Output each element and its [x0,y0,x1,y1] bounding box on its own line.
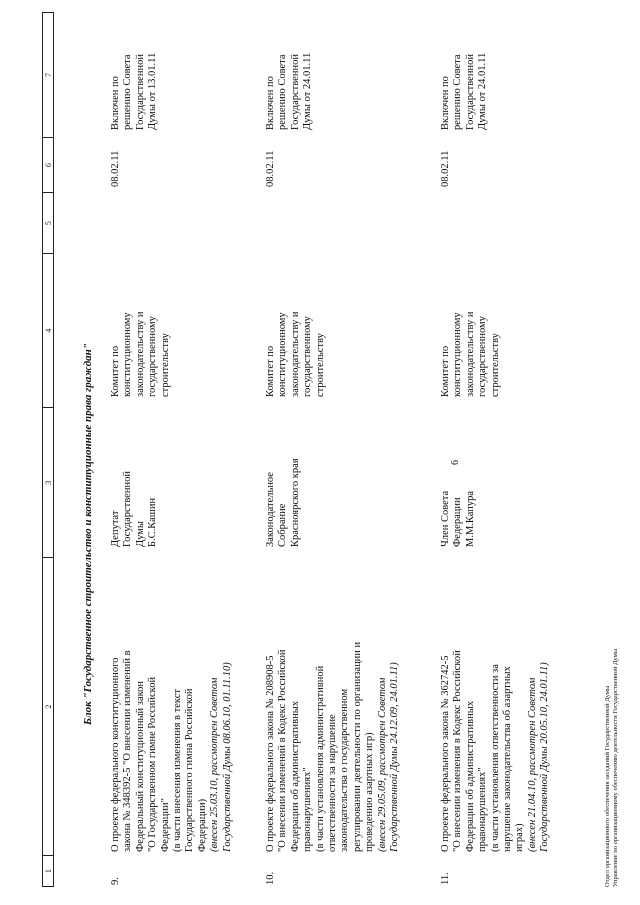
committee-line: строительству [489,333,501,397]
bill-note-line: Государственной Думы 20.05.10, 24.01.11) [539,662,551,852]
decision-line: Включен по [440,76,451,130]
decision-line: Включен по [265,76,276,130]
bill-note-line: (внесен 21.04.10, рассмотрен Советом [526,677,538,852]
initiator-line: Б.С.Кашин [147,497,159,547]
page-number: 6 [450,460,461,465]
bill-title-line: О проекте федерального конституционного [110,657,121,852]
bill-title-line: "О внесении изменения в Кодекс Российской [452,650,464,852]
initiator-line: Законодательное [265,472,276,547]
review-date: 08.02.11 [440,150,451,187]
decision [440,18,490,130]
bill-note-line: (внесен 29.05.09, рассмотрен Советом [376,677,388,852]
initiator-line: Федерации [452,497,464,547]
committee-line: конституционному [122,312,134,397]
review-date: 08.02.11 [110,150,121,187]
column-header: 5 [43,193,54,253]
bill-title-line: О проекте федерального закона № 208908-5 [265,655,276,852]
column-header: 3 [43,408,54,558]
bill-title-line: регулировании деятельности по организации и [351,641,363,852]
bill-title [110,562,234,852]
decision-line: Думы от 24.01.11 [477,52,489,130]
initiator [440,417,477,547]
bill-title [265,562,401,852]
bill-title-line: закона № 348392-5 "О внесении изменений в [122,650,134,852]
committee-line: строительству [159,333,171,397]
decision [110,18,160,130]
review-date: 08.02.11 [265,150,276,187]
bill-title-line: правонарушениях" [477,767,489,852]
bill-title-line: Федерации" [159,798,171,852]
initiator-line: Член Совета [440,490,451,547]
initiator-line: Депутат [110,510,121,547]
bill-title-line: Федерации об административных [464,700,476,852]
initiator-line: Государственной [122,471,134,547]
decision [265,18,315,130]
decision-line: решению Совета [122,54,134,130]
committee-line: Комитет по [265,345,276,397]
bill-title-line: законодательства о государственном [339,688,351,852]
row-number: 10. [265,871,276,885]
committee [110,267,172,397]
column-header-table [42,12,54,887]
bill-note-line: Государственной Думы 24.12.09, 24.01.11) [389,662,401,852]
decision-line: Думы от 13.01.11 [147,52,159,130]
bill-title-line: О проекте федерального закона № 362742-5 [440,655,451,852]
decision-line: Государственной [134,54,146,130]
bill-title-line: Федерации) [196,798,208,852]
committee-line: законодательству и [289,311,301,397]
committee-line: государственному [302,316,314,397]
committee-line: государственному [147,316,159,397]
bill-title-line: играх) [514,823,526,852]
committee-line: конституционному [452,312,464,397]
bill-title-line: нарушение законодательства об азартных [502,666,514,852]
committee-line: Комитет по [440,345,451,397]
bill-title-line: "О Государственном гимне Российской [147,676,159,852]
committee-line: законодательству и [134,311,146,397]
column-header: 4 [43,253,54,408]
decision-line: решению Совета [452,54,464,130]
bill-title-line: Государственного гимна Российской [184,688,196,852]
block-title: Блок "Государственное строительство и конституционные права граждан" [82,343,94,725]
committee-line: государственному [477,316,489,397]
bill-title-line: "О внесении изменений в Кодекс Российской [277,649,289,852]
footer-line: Отдел организационного обеспечения заседаний Государственной Думы [604,685,611,887]
bill-title-line: ответственности за нарушение [327,714,339,852]
decision-line: решению Совета [277,54,289,130]
initiator-line: М.М.Капура [464,490,476,547]
committee-line: Комитет по [110,345,121,397]
bill-note-line: Государственной Думы 08.06.10, 01.11.10) [221,662,233,852]
committee-line: конституционному [277,312,289,397]
decision-line: Включен по [110,76,121,130]
decision-line: Государственной [289,54,301,130]
initiator [110,417,160,547]
bill-title-line: проведению азартных игр) [364,732,376,852]
initiator-line: Красноярского края [289,458,301,547]
column-header: 1 [43,856,54,887]
decision-line: Государственной [464,54,476,130]
bill-title-line: Федерации об административных [289,700,301,852]
footer-line: Управление по организационному обеспечению деятельности Государственной Думы [612,648,619,887]
initiator [265,417,302,547]
row-number: 11. [440,872,451,885]
column-header: 6 [43,137,54,193]
column-header: 7 [43,13,54,138]
bill-title-line: (в части установления административной [314,665,326,852]
bill-title-line: (в части установления ответственности за [489,664,501,852]
decision-line: Думы от 24.01.11 [302,52,314,130]
initiator-line: Думы [134,521,146,547]
bill-title-line: Федеральный конституционный закон [134,680,146,852]
committee [440,267,502,397]
committee [265,267,327,397]
bill-title [440,562,552,852]
column-header: 2 [43,558,54,856]
bill-title-line: (в части внесения изменения в текст [172,689,184,852]
initiator-line: Собрание [277,503,289,547]
bill-title-line: правонарушениях" [302,767,314,852]
row-number: 9. [110,877,121,885]
committee-line: строительству [314,333,326,397]
bill-note-line: (внесен 25.03.10, рассмотрен Советом [209,677,221,852]
committee-line: законодательству и [464,311,476,397]
